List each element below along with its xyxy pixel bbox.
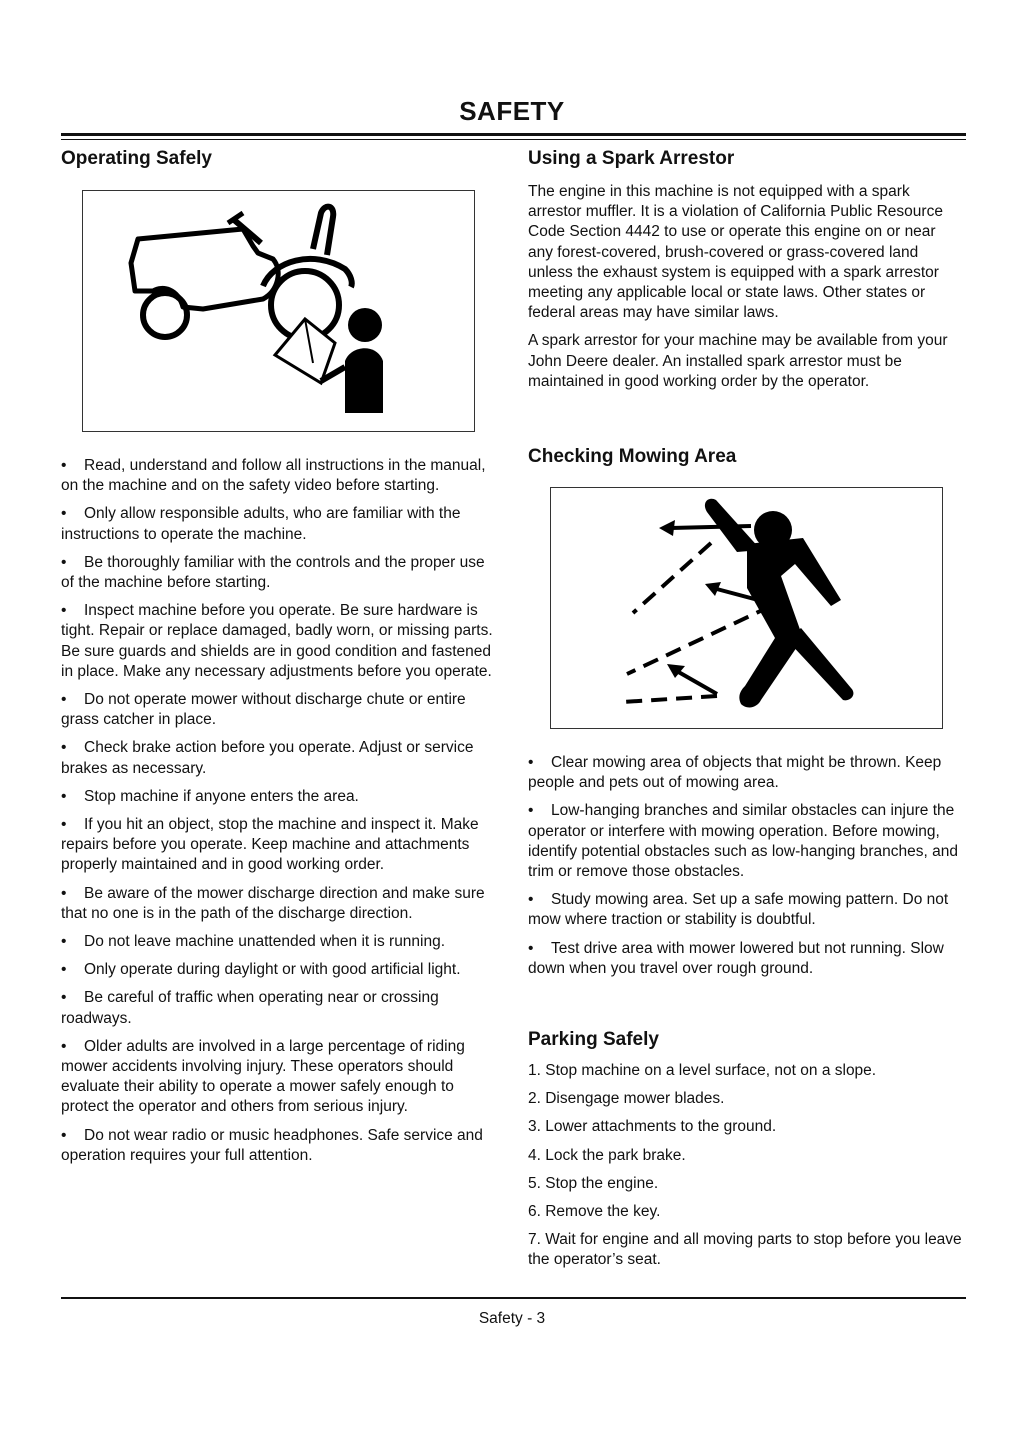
mowing-area-bullet: • Low-hanging branches and similar obstacles can injure the operator or interfere with mowing operation. Before mowing, identify potential obstacles such as low-hanging branches, and trim or remove those obstacles. [528, 801, 963, 882]
right-column [528, 146, 963, 1279]
parking-step: 4. Lock the park brake. [528, 1146, 686, 1164]
mowing-area-figure [550, 487, 943, 729]
operating-bullet: • Read, understand and follow all instructions in the manual, on the machine and on the safety video before starting. [61, 456, 496, 496]
mowing-area-bullet: • Study mowing area. Set up a safe mowing pattern. Do not mow where traction or stability is doubtful. [528, 890, 963, 930]
operating-bullet: • Do not wear radio or music headphones. Safe service and operation requires your full attention. [61, 1126, 496, 1166]
page-title: SAFETY [459, 96, 565, 126]
operating-bullet: • Be careful of traffic when operating near or crossing roadways. [61, 988, 496, 1028]
parking-step: 1. Stop machine on a level surface, not on a slope. [528, 1062, 877, 1080]
mowing-area-bullet: • Clear mowing area of objects that might be thrown. Keep people and pets out of mowing area. [528, 753, 963, 793]
mowing-area-bullet: • Test drive area with mower lowered but not running. Slow down when you travel over rough ground. [528, 939, 963, 979]
spark-arrestor-paragraph: A spark arrestor for your machine may be available from your John Deere dealer. An installed spark arrestor must be maintained in good working order by the operator. [528, 332, 948, 390]
parking-step: 7. Wait for engine and all moving parts to stop before you leave the operator’s seat. [528, 1231, 962, 1269]
operating-safely-heading: Operating Safely [61, 148, 212, 169]
page-footer: Safety - 3 [478, 1310, 546, 1327]
mowing-area-heading: Checking Mowing Area [528, 446, 737, 468]
operating-safely-figure [82, 190, 475, 432]
operating-bullet: • If you hit an object, stop the machine and inspect it. Make repairs before you operate. Keep machine and attachments properly maintained and in good working order. [61, 815, 496, 876]
left-column [61, 146, 496, 1174]
header-rule-thick [61, 133, 966, 136]
parking-safely-heading: Parking Safely [528, 1029, 659, 1051]
parking-step: 2. Disengage mower blades. [528, 1090, 725, 1108]
operating-bullet: • Be thoroughly familiar with the controls and the proper use of the machine before starting. [61, 553, 496, 593]
operating-bullet: • Do not leave machine unattended when it is running. [61, 932, 496, 952]
operating-bullet: • Stop machine if anyone enters the area. [61, 787, 496, 807]
operator-reading-manual-icon [83, 191, 474, 431]
thrown-object-hazard-icon [551, 488, 942, 728]
spark-arrestor-heading: Using a Spark Arrestor [528, 148, 735, 169]
parking-step: 5. Stop the engine. [528, 1174, 659, 1192]
header-rule-thin [61, 139, 966, 140]
operating-bullet: • Older adults are involved in a large percentage of riding mower accidents involving injury. These operators should evaluate their ability to operate a mower safely enough to protect the operator and others from serious injury. [61, 1037, 496, 1118]
operating-bullet: • Only operate during daylight or with good artificial light. [61, 960, 496, 980]
parking-step: 3. Lower attachments to the ground. [528, 1118, 777, 1136]
operating-bullet: • Only allow responsible adults, who are familiar with the instructions to operate the machine. [61, 504, 496, 544]
footer-rule [61, 1297, 966, 1299]
operating-bullet: • Be aware of the mower discharge direction and make sure that no one is in the path of the discharge direction. [61, 884, 496, 924]
operating-bullet: • Check brake action before you operate. Adjust or service brakes as necessary. [61, 738, 496, 778]
operating-bullet: • Inspect machine before you operate. Be sure hardware is tight. Repair or replace damaged, badly worn, or missing parts. Be sure guards and shields are in good condition and fastened in place. Make any necessary adjustments before you operate. [61, 601, 496, 682]
parking-step: 6. Remove the key. [528, 1203, 661, 1221]
spark-arrestor-paragraph: The engine in this machine is not equipped with a spark arrestor muffler. It is a violation of California Public Resource Code Section 4442 to use or operate this engine on or near any forest-covered, brush-covered or grass-covered land unless the exhaust system is equipped with a spark arrestor meeting any applicable local or state laws. Other states or federal areas may have similar laws. [528, 183, 943, 322]
operating-bullet: • Do not operate mower without discharge chute or entire grass catcher in place. [61, 690, 496, 730]
